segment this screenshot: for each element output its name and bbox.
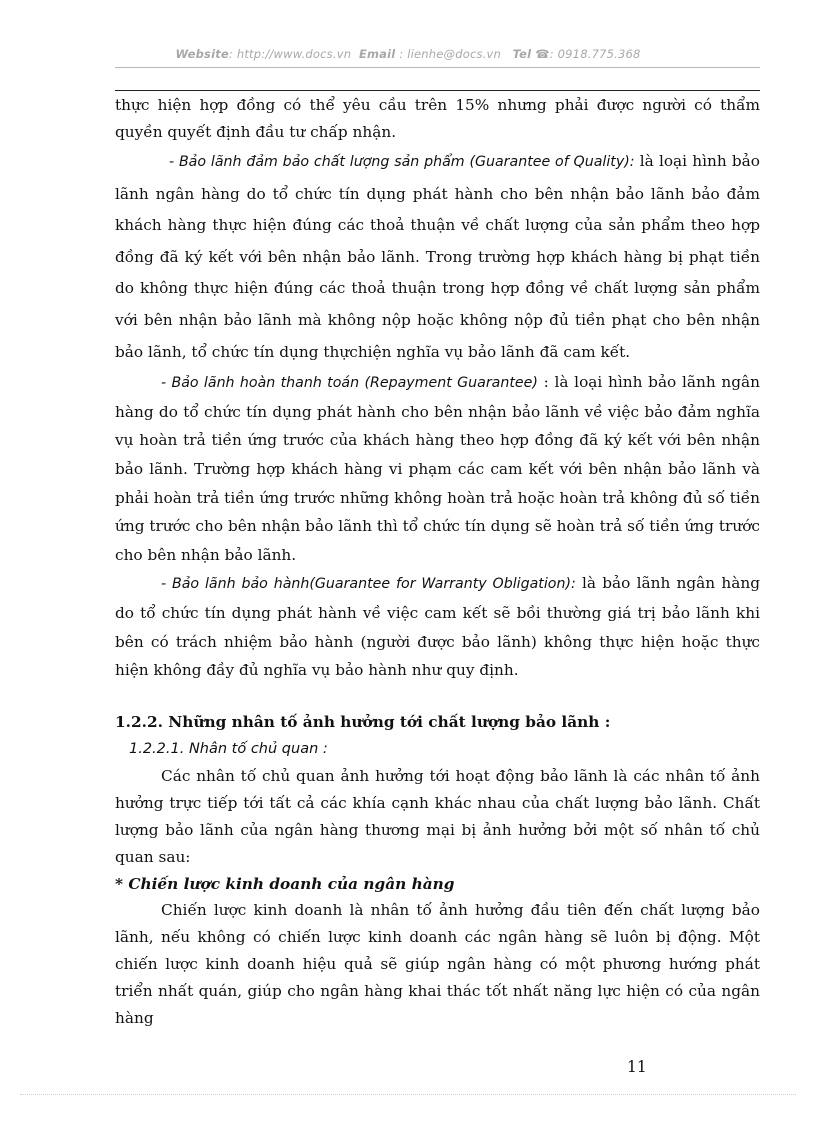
email-value: : lienhe@docs.vn <box>399 47 502 61</box>
header-divider <box>115 67 760 68</box>
page-header <box>0 47 816 61</box>
text-warranty-guarantee: là bảo lãnh ngân hàng do tổ chức tín dụng phát hành về việc cam kết sẽ bồi thường giá trị bảo lãnh khi bên có trách nhiệm bảo hành (người được bảo lãnh) không thực hiện hoặc thực hiện không đầy đủ nghĩa vụ bảo hành như quy định. <box>115 574 760 680</box>
paragraph-quality-guarantee <box>115 146 760 368</box>
phone-icon: ☎ <box>535 47 550 61</box>
text-quality-guarantee: là loại hình bảo lãnh ngân hàng do tổ chức tín dụng phát hành cho bên nhận bảo lãnh bảo đảm khách hàng thực hiện đúng các thoả thuận về chất lượng của sản phẩm theo hợp đồng đã ký kết với bên nhận bảo lãnh. Trong trường hợp khách hàng bị phạt tiền do không thực hiện đúng các thoả thuận trong hợp đồng về chất lượng sản phẩm với bên nhận bảo lãnh mà không nộp hoặc không nộp đủ tiền phạt cho bên nhận bảo lãnh, tổ chức tín dụng thựchiện nghĩa vụ bảo lãnh đã cam kết. <box>115 152 760 361</box>
term-warranty-guarantee: - Bảo lãnh bảo hành(Guarantee for Warranty Obligation): <box>161 576 576 593</box>
subsection-heading-1-2-2-1: 1.2.2.1. Nhân tố chủ quan : <box>129 740 328 757</box>
term-quality-guarantee: - Bảo lãnh đảm bảo chất lượng sản phẩm (Guarantee of Quality): <box>169 154 635 170</box>
paragraph-repayment-guarantee <box>115 368 760 569</box>
heading-business-strategy: * Chiến lược kinh doanh của ngân hàng <box>115 874 455 893</box>
website-label: Website <box>175 47 229 61</box>
website-value: : http://www.docs.vn <box>228 47 352 61</box>
tel-value: : 0918.775.368 <box>549 47 641 61</box>
paragraph-subjective-factors: Các nhân tố chủ quan ảnh hưởng tới hoạt động bảo lãnh là các nhân tố ảnh hưởng trực tiếp tới tất cả các khía cạnh khác nhau của chất lượng bảo lãnh. Chất lượng bảo lãnh của ngân hàng thương mại bị ảnh hưởng bởi một số nhân tố chủ quan sau: <box>115 766 760 866</box>
email-label: Email <box>358 47 396 61</box>
document-body <box>115 92 760 1032</box>
page-number: 11 <box>627 1058 647 1076</box>
tel-label: Tel <box>512 47 532 61</box>
spacer <box>115 685 760 709</box>
text-repayment-guarantee: : là loại hình bảo lãnh ngân hàng do tổ chức tín dụng phát hành cho bên nhận bảo lãnh về việc bảo đảm nghĩa vụ hoàn trả tiền ứng trước của khách hàng theo hợp đồng đã ký kết với bên nhận bảo lãnh. Trường hợp khách hàng vi phạm các cam kết với bên nhận bảo lãnh và phải hoàn trả tiền ứng trước những không hoàn trả hoặc hoàn trả không đủ số tiền ứng trước cho bên nhận bảo lãnh thì tổ chức tín dụng sẽ hoàn trả số tiền ứng trước cho bên nhận bảo lãnh. <box>115 373 761 564</box>
paragraph-business-strategy: Chiến lược kinh doanh là nhân tố ảnh hưởng đầu tiên đến chất lượng bảo lãnh, nếu không có chiến lược kinh doanh các ngân hàng sẽ luôn bị động. Một chiến lược kinh doanh hiệu quả sẽ giúp ngân hàng có một phương hướng phát triển nhất quán, giúp cho ngân hàng khai thác tốt nhất năng lực hiện có của ngân hàng <box>115 900 760 1027</box>
page-bottom-border <box>20 1094 796 1095</box>
paragraph-contract-performance: thực hiện hợp đồng có thể yêu cầu trên 15% nhưng phải được người có thẩm quyền quyết định đầu tư chấp nhận. <box>115 96 760 141</box>
section-heading-1-2-2: 1.2.2. Những nhân tố ảnh hưởng tới chất lượng bảo lãnh : <box>115 712 611 731</box>
content-top-rule <box>115 90 760 91</box>
paragraph-warranty-guarantee <box>115 569 760 684</box>
term-repayment-guarantee: - Bảo lãnh hoàn thanh toán (Repayment Guarantee) <box>161 375 538 392</box>
